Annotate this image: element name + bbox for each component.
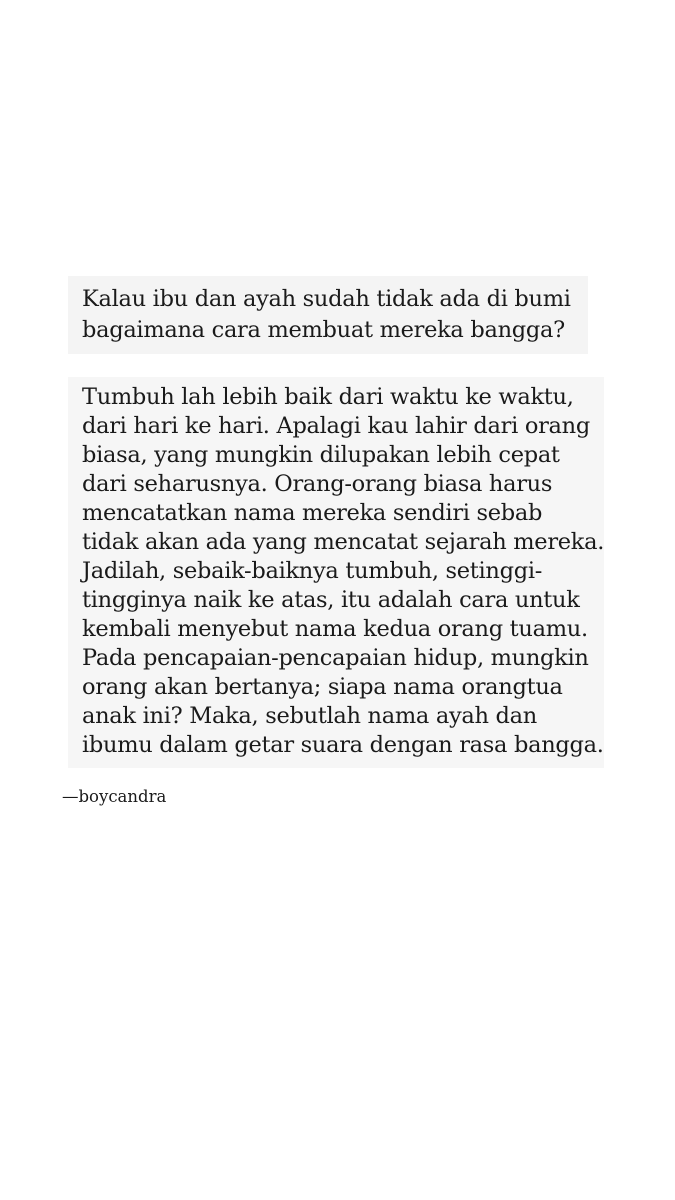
answer-line: biasa, yang mungkin dilupakan lebih cepat	[82, 442, 560, 468]
answer-line: orang akan bertanya; siapa nama orangtua	[82, 674, 563, 700]
answer-line: tidak akan ada yang mencatat sejarah mereka.	[82, 529, 605, 555]
answer-line: Jadilah, sebaik-baiknya tumbuh, setinggi-	[82, 558, 543, 584]
answer-block	[68, 377, 604, 768]
answer-line: mencatatkan nama mereka sendiri sebab	[82, 500, 543, 526]
answer-line: kembali menyebut nama kedua orang tuamu.	[82, 616, 588, 642]
author-signature: —boycandra	[62, 787, 167, 806]
answer-line: Pada pencapaian-pencapaian hidup, mungkin	[82, 645, 589, 671]
question-block	[68, 276, 588, 354]
answer-line: Tumbuh lah lebih baik dari waktu ke waktu,	[82, 384, 574, 410]
answer-line: dari seharusnya. Orang-orang biasa harus	[82, 471, 553, 497]
answer-line: tingginya naik ke atas, itu adalah cara untuk	[82, 587, 580, 613]
question-line: Kalau ibu dan ayah sudah tidak ada di bumi	[82, 286, 571, 312]
answer-line: anak ini? Maka, sebutlah nama ayah dan	[82, 703, 537, 729]
answer-line: dari hari ke hari. Apalagi kau lahir dari orang	[82, 413, 590, 439]
answer-line: ibumu dalam getar suara dengan rasa bangga.	[82, 732, 604, 758]
question-line: bagaimana cara membuat mereka bangga?	[82, 317, 565, 343]
